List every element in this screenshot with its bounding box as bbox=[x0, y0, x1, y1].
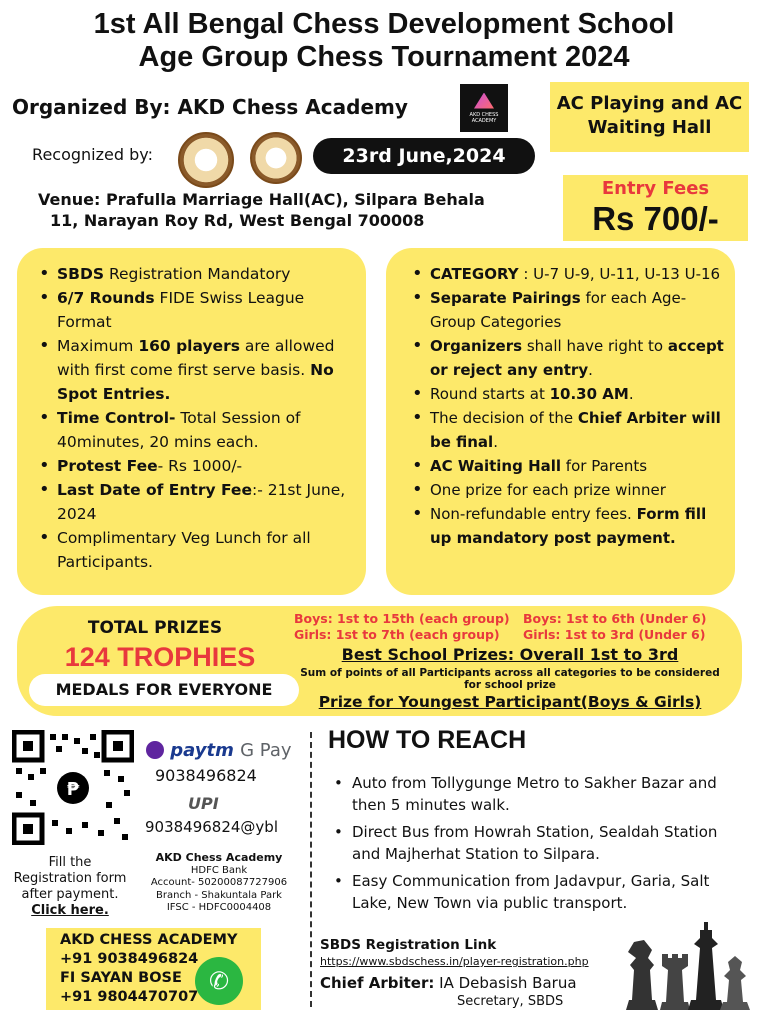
list-item: • Protest Fee- Rs 1000/- bbox=[31, 454, 356, 478]
qr-code-icon[interactable] bbox=[12, 730, 134, 845]
best-school-prize: Best School Prizes: Overall 1st to 3rd bbox=[341, 645, 679, 664]
gpay-logo: G Pay bbox=[240, 740, 292, 761]
list-item: • One prize for each prize winner bbox=[404, 478, 725, 502]
title-line-1: 1st All Bengal Chess Development School bbox=[93, 8, 675, 40]
entry-fees-box bbox=[563, 175, 748, 241]
upi-logo: UPI bbox=[188, 794, 219, 813]
entry-fees-label: Entry Fees bbox=[601, 178, 710, 199]
payment-phone: 9038496824 bbox=[155, 766, 257, 785]
list-item: • AC Waiting Hall for Parents bbox=[404, 454, 725, 478]
medals-label: MEDALS FOR EVERYONE bbox=[29, 674, 299, 706]
venue-line-1: Venue: Prafulla Marriage Hall(AC), Silpara Behala bbox=[38, 190, 485, 209]
boys-u6-prize: Boys: 1st to 6th (Under 6) bbox=[523, 611, 707, 626]
venue bbox=[38, 189, 558, 231]
list-item: • SBDS Registration Mandatory bbox=[31, 262, 356, 286]
bank-details: AKD Chess Academy HDFC Bank Account- 50200087727906 Branch - Shakuntala Park IFSC - HDFC0004408 bbox=[150, 851, 288, 913]
total-prizes-label: TOTAL PRIZES bbox=[87, 618, 223, 638]
list-item: • CATEGORY : U-7 U-9, U-11, U-13 U-16 bbox=[404, 262, 725, 286]
girls-group-prize: Girls: 1st to 7th (each group) bbox=[294, 627, 500, 642]
how-to-reach-title: HOW TO REACH bbox=[328, 726, 527, 754]
entry-fees-amount: Rs 700/- bbox=[592, 200, 719, 237]
event-date: 23rd June,2024 bbox=[313, 138, 535, 174]
list-item: • Non-refundable entry fees. Form fill up mandatory post payment. bbox=[404, 502, 725, 550]
association-seal-icon bbox=[178, 132, 234, 188]
how-to-reach-list bbox=[328, 772, 728, 919]
paytm-logo: paytm bbox=[170, 740, 234, 761]
ac-hall-box: AC Playing and AC Waiting Hall bbox=[550, 82, 749, 152]
list-item: • 6/7 Rounds FIDE Swiss League Format bbox=[31, 286, 356, 334]
click-here-link[interactable]: Click here. bbox=[31, 903, 109, 918]
trophies-count: 124 TROPHIES bbox=[64, 642, 256, 672]
akd-logo bbox=[460, 84, 508, 132]
payment-apps bbox=[146, 740, 292, 761]
youngest-prize: Prize for Youngest Participant(Boys & Girls) bbox=[318, 693, 702, 711]
sbds-registration-link[interactable]: https://www.sbdschess.in/player-registration.php bbox=[320, 955, 589, 968]
federation-seal-icon bbox=[250, 132, 302, 184]
list-item: • The decision of the Chief Arbiter will be final. bbox=[404, 406, 725, 454]
list-item: • Direct Bus from Howrah Station, Sealdah Station and Majherhat Station to Silpara. bbox=[328, 821, 728, 865]
list-item: • Complimentary Veg Lunch for all Participants. bbox=[31, 526, 356, 574]
list-item: • Separate Pairings for each Age-Group Categories bbox=[404, 286, 725, 334]
girls-u6-prize: Girls: 1st to 3rd (Under 6) bbox=[523, 627, 706, 642]
boys-group-prize: Boys: 1st to 15th (each group) bbox=[294, 611, 510, 626]
sbds-link-label: SBDS Registration Link bbox=[320, 937, 497, 953]
organized-by: Organized By: AKD Chess Academy bbox=[12, 95, 408, 119]
chess-pieces-icon bbox=[608, 910, 753, 1015]
title-line-2: Age Group Chess Tournament 2024 bbox=[138, 41, 630, 73]
venue-line-2: 11, Narayan Roy Rd, West Bengal 700008 bbox=[50, 211, 425, 230]
list-item: • Round starts at 10.30 AM. bbox=[404, 382, 725, 406]
list-item: • Time Control- Total Session of 40minutes, 20 mins each. bbox=[31, 406, 356, 454]
section-divider bbox=[310, 732, 312, 1007]
logo-mark-icon bbox=[474, 93, 494, 109]
chief-arbiter: Chief Arbiter: IA Debasish Barua bbox=[320, 974, 577, 992]
fill-registration-note: Fill the Registration form after payment. Click here. bbox=[10, 855, 130, 919]
list-item: • Last Date of Entry Fee:- 21st June, 2024 bbox=[31, 478, 356, 526]
school-prize-note: Sum of points of all Participants across all categories to be considered for school prize bbox=[300, 667, 720, 691]
svg-text:₱: ₱ bbox=[66, 779, 80, 800]
arbiter-title: Secretary, SBDS bbox=[457, 994, 564, 1009]
recognized-by: Recognized by: bbox=[32, 145, 153, 164]
contact-box: AKD CHESS ACADEMY +91 9038496824 FI SAYAN BOSE +91 9804470707 bbox=[46, 928, 261, 1010]
list-item: • Easy Communication from Jadavpur, Garia, Salt Lake, New Town via public transport. bbox=[328, 870, 728, 914]
logo-text: AKD CHESS ACADEMY bbox=[469, 111, 499, 124]
upi-id: 9038496824@ybl bbox=[145, 818, 279, 836]
list-item: • Organizers shall have right to accept or reject any entry. bbox=[404, 334, 725, 382]
rules-left-panel bbox=[17, 248, 366, 595]
list-item: • Auto from Tollygunge Metro to Sakher Bazar and then 5 minutes walk. bbox=[328, 772, 728, 816]
whatsapp-icon[interactable]: ✆ bbox=[195, 957, 243, 1005]
rules-right-panel bbox=[386, 248, 735, 595]
phonepe-icon bbox=[146, 741, 164, 759]
list-item: • Maximum 160 players are allowed with first come first serve basis. No Spot Entries. bbox=[31, 334, 356, 406]
